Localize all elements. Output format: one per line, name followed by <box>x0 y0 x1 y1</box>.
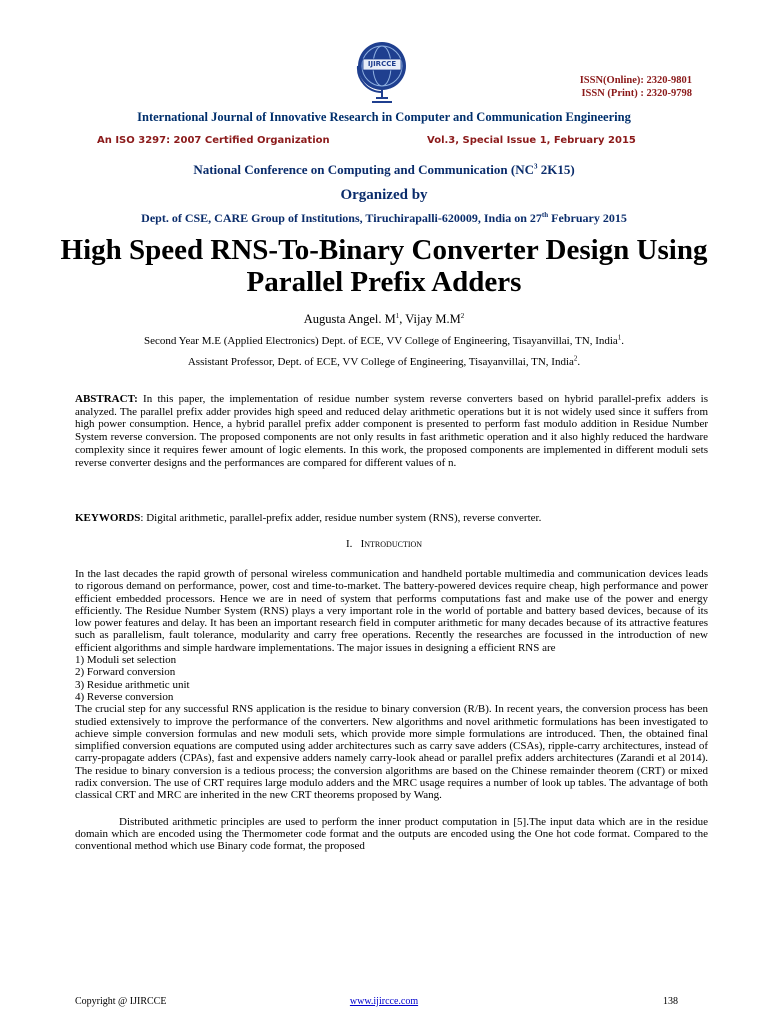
journal-logo <box>336 40 428 112</box>
keywords <box>75 512 708 524</box>
abstract-text: In this paper, the implementation of residue number system reverse converters based on hybrid parallel-prefix adders is analyzed. The parallel prefix adder provides high speed and reduced delay arithmetic operations but it is not widely used since it suffers from high power consumption. Hence, a hybrid parallel prefix adder component is presented to perform fast modulo addition in Residue Number System reverse conversion. The proposed components are not only results in fast arithmetic operation and it also highly reduced the hardware complexity since it requires fewer amount of logic elements. In this work, the proposed components are implemented in different moduli sets reverse converter designs and the performances are compared for different values of n. <box>75 393 708 469</box>
page-number: 138 <box>663 996 678 1007</box>
conference-name: National Conference on Computing and Communication ($NC^3$ 2K15) <box>193 162 575 177</box>
intro-paragraph-2: The crucial step for any successful RNS application is the residue to binary conversion (R/B). In recent years, the conversion process has been studied extensively to improve the performance of the converters. New algorithms and novel arithmetic formulations has been investigated to achieve simple conversion formulas and new moduli sets, which provide more simple formulations are introduced. Then, the obtained final simplified conversion equations are computed using adder architectures such as carry save adders (CSAs), ripple-carry architectures, instead of carry-propagate adders (CPAs), fast and expensive adders namely carry-look ahead or parallel prefix adders architectures (Zarandi et al 2014). The residue to binary conversion is a tedious process; the conversion algorithms are based on the Chinese remainder theorem (CRT) or mixed radix conversion. The use of CRT requires large modulo adders and the MRC usage requires a number of look up tables. The advantage of both classical CRT and MRC are inherited in the new CRT theorems proposed by Wang. <box>75 703 708 802</box>
organized-by: Organized by <box>340 187 428 203</box>
list-item: 3) Residue arithmetic unit <box>75 678 190 691</box>
issn-block <box>580 74 692 100</box>
footer-link[interactable]: www.ijircce.com <box>349 996 419 1007</box>
authors: Augusta Angel. $M^1$, Vijay $M.M^2$ <box>303 311 465 326</box>
logo-text: IJIRCCE <box>367 60 397 68</box>
organizer-dept: Dept. of CSE, CARE Group of Institutions, Tiruchirapalli-620009, India on 27th February 2015 <box>141 211 627 225</box>
list-item: 2) Forward conversion <box>75 666 176 679</box>
paper-title: High Speed RNS-To-Binary Converter Design Using Parallel Prefix Adders <box>60 234 708 298</box>
journal-name: International Journal of Innovative Research in Computer and Communication Engineering <box>137 110 631 124</box>
intro-paragraph-3: Distributed arithmetic principles are used to perform the inner product computation in [5].The input data which are in the residue domain which are encoded using the Thermometer code format and the outputs are encoded using the One hot code format. Compared to the conventional method which use Binary code format, the proposed <box>75 815 708 853</box>
keywords-label: KEYWORDS <box>75 512 141 524</box>
list-item: 4) Reverse conversion <box>75 690 174 703</box>
issn-print: ISSN (Print) : 2320-9798 <box>581 88 692 99</box>
intro-paragraph-1: In the last decades the rapid growth of personal wireless communication and handheld portable multimedia and communication devices leads to rigorous demand on performance, power, cost and time-to-market. The battery-powered devices require cheap, high performance and power efficient embedded processors. Hence we are in need of system that performs computations fast and make use of the power and energy efficiently. The Residue Number System (RNS) plays a very important role in the world of portable and battery based devices, because of its low power features and delay. It has been an important research field in computer arithmetic for many decades because of its attractive features such as parallelism, fault tolerance, modularity and carry free operations. Recently the researches are focussed in the introduction of new efficient algorithms and simple hardware implementations. The major issues in designing a efficient RNS are <box>75 568 708 654</box>
globe-logo-icon <box>336 40 428 112</box>
affiliation-2: Assistant Professor, Dept. of ECE, VV College of Engineering, Tisayanvillai, TN, India$^2$. <box>187 354 581 368</box>
list-item: 1) Moduli set selection <box>75 654 177 667</box>
introduction-body <box>75 568 708 853</box>
affiliation-1: Second Year M.E (Applied Electronics) Dept. of ECE, VV College of Engineering, Tisayanvillai, TN, India$^1$. <box>143 333 625 347</box>
keywords-text: : Digital arithmetic, parallel-prefix adder, residue number system (RNS), reverse converter. <box>140 512 542 524</box>
footer-copyright: Copyright @ IJIRCCE <box>75 996 167 1007</box>
issn-online: ISSN(Online): 2320-9801 <box>579 75 692 86</box>
abstract-label: ABSTRACT: <box>75 393 138 405</box>
volume-issue: Vol.3, Special Issue 1, February 2015 <box>427 135 636 146</box>
abstract <box>75 393 708 469</box>
section-heading: I. Introduction <box>345 538 423 550</box>
iso-certification: An ISO 3297: 2007 Certified Organization <box>97 135 330 146</box>
